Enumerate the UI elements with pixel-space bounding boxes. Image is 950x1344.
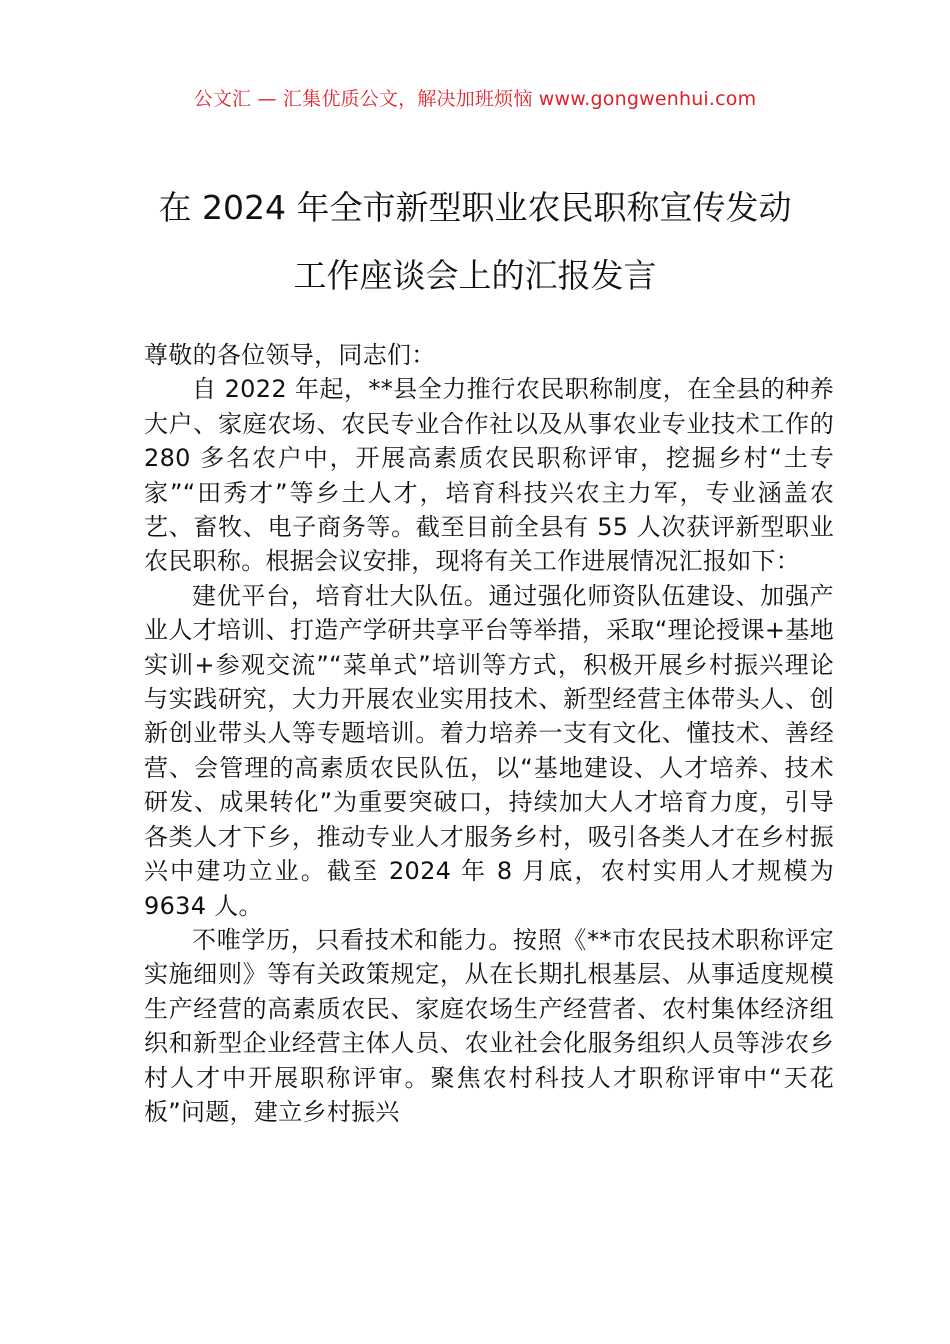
paragraph-intro: 自 2022 年起，**县全力推行农民职称制度，在全县的种养大户、家庭农场、农民专业合作社以及从事农业专业技术工作的 280 多名农户中，开展高素质农民职称评审，挖掘乡村“土专家”“田秀才”等乡土人才，培育科技兴农主力军，专业涵盖农艺、畜牧、电子商务等。截至目前全县有 55 人次获评新型职业农民职称。根据会议安排，现将有关工作进展情况汇报如下： bbox=[144, 375, 834, 576]
document-body bbox=[144, 338, 834, 1129]
salutation: 尊敬的各位领导，同志们： bbox=[144, 341, 436, 369]
document-title bbox=[120, 174, 830, 310]
title-line-1: 在 2024 年全市新型职业农民职称宣传发动 bbox=[158, 188, 792, 227]
paragraph-skills: 不唯学历，只看技术和能力。按照《**市农民技术职称评定实施细则》等有关政策规定，从在长期扎根基层、从事适度规模生产经营的高素质农民、家庭农场生产经营者、农村集体经济组织和新型企业经营主体人员、农业社会化服务组织人员等涉农乡村人才中开展职称评审。聚焦农村科技人才职称评审中“天花板”问题，建立乡村振兴 bbox=[144, 925, 834, 1126]
title-line-2: 工作座谈会上的汇报发言 bbox=[293, 256, 657, 295]
paragraph-platform: 建优平台，培育壮大队伍。通过强化师资队伍建设、加强产业人才培训、打造产学研共享平台等举措，采取“理论授课+基地实训+参观交流”“菜单式”培训等方式，积极开展乡村振兴理论与实践研究，大力开展农业实用技术、新型经营主体带头人、创新创业带头人等专题培训。着力培养一支有文化、懂技术、善经营、会管理的高素质农民队伍，以“基地建设、人才培养、技术研发、成果转化”为重要突破口，持续加大人才培育力度，引导各类人才下乡，推动专业人才服务乡村，吸引各类人才在乡村振兴中建功立业。截至 2024 年 8 月底，农村实用人才规模为 9634 人。 bbox=[144, 581, 834, 920]
site-header-banner: 公文汇 — 汇集优质公文，解决加班烦恼 www.gongwenhui.com bbox=[193, 88, 757, 110]
